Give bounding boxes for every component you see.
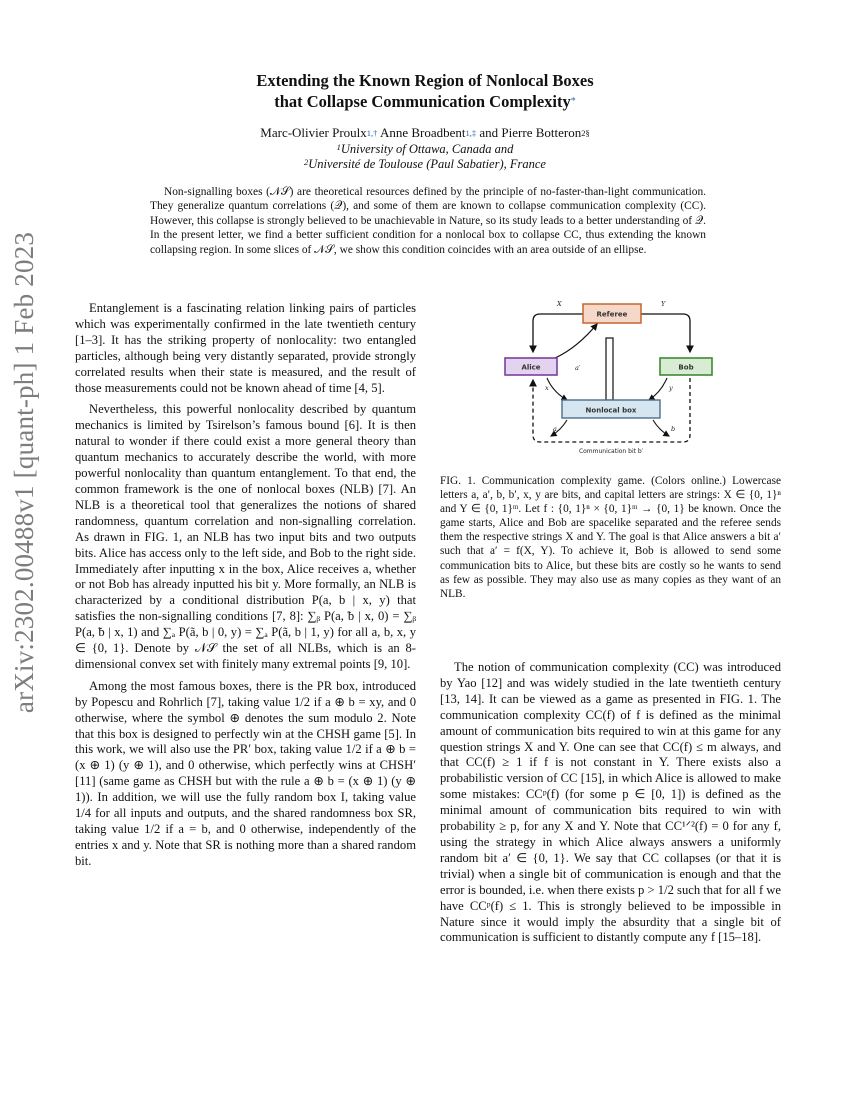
label-a-prime: a′ — [575, 364, 581, 372]
abstract: Non-signalling boxes (𝒩𝒮) are theoretical resources defined by the principle of no-faster-than-light communication. They generalize quantum correlations (𝒬), and some of them are known to collapse communication complexity (CC). However, this collapse is strongly believed to be unachievable in Nature, so its study leads to a better understanding of 𝒬. In the present letter, we find a better sufficient condition for a nonlocal box to collapse CC, thus extending the known collapsing region. In some slices of 𝒩𝒮, we show this condition coincides with an area outside of an ellipse. — [150, 186, 706, 256]
label-b: b — [671, 425, 676, 433]
author-list — [150, 125, 700, 141]
affiliation-2: $^2$Université de Toulouse (Paul Sabatier), France — [304, 157, 546, 171]
author-3: and Pierre Botteron — [479, 125, 582, 140]
label-X: X — [557, 300, 562, 308]
body-column-left — [75, 301, 416, 876]
paragraph: Among the most famous boxes, there is the PR box, introduced by Popescu and Rohrlich [7], taking value 1/2 if a ⊕ b = xy, and 0 otherwise, where the symbol ⊕ denotes the sum modulo 2. Note that this box is designed to perfectly win at the CHSH game [5]. In this work, we will also use the PR′ box, taking value 1/2 if a ⊕ b = (x ⊕ 1) (y ⊕ 1), and 0 otherwise, which perfectly wins at CHSH′ [11] (same game as CHSH but with the rule a ⊕ b = (x ⊕ 1) (y ⊕ 1)). In addition, we will use the fully random box I, taking value 1/4 for all inputs and outputs, and the shared randomness box SR, taking value 1/2 if a = b, and 0 otherwise, independently of the entries x and y. Note that SR is nothing more than a shared random bit. — [75, 678, 416, 868]
paragraph: The notion of communication complexity (CC) was introduced by Yao [12] and was widely studied in the late twentieth century [13, 14]. It can be viewed as a game as presented in FIG. 1. The communication complexity CC(f) of f is defined as the minimal amount of communication bits required to win at this game for any question strings X and Y. One can see that CC(f) ≤ m always, and that CC(f) ≥ 1 if f is not constant in Y. There exists also a probabilistic version of CC [15], in which Alice is allowed to make some mistakes: CCᵖ(f) (for some p ∈ [0, 1]) is defined as the minimal amount of communication bits required to win with probability ≥ p, for any X and Y. Note that CC¹ᐟ²(f) = 0 for any f, using the strategy in which Alice always answers a uniformly random bit a′ ∈ {0, 1}. We say that CC collapses (or that it is trivial) when a single bit of communication is enough and that the error is bounded, i.e. when there exists p > 1/2 such that for all f we have CCᵖ(f) ≤ 1. This is strongly believed to be impossible in Nature since it would imply the absurdity that a single bit of communication is sufficient to distantly compute any f [15–18]. — [440, 660, 781, 945]
figure-1-caption: FIG. 1. Communication complexity game. (Colors online.) Lowercase letters a, a′, b, b′, x, y are bits, and capital letters are strings: X ∈ {0, 1}ⁿ and Y ∈ {0, 1}ᵐ. Let f : {0, 1}ⁿ × {0, 1}ᵐ → {0, 1} be known. Once the game starts, Alice and Bob are spacelike separated and the referee sends them the respective strings X and Y. The goal is that Alice answers a bit a′ such that a′ = f(X, Y). To achieve it, Bob is allowed to send some communication bits to Alice, but these bits are costly so he wants to send as few as possible. They may also use as many copies as they want of an NLB. — [440, 475, 781, 600]
arrow-Y — [640, 314, 690, 352]
author-1-sup[interactable]: 1,† — [366, 128, 378, 138]
author-2-sup[interactable]: 1,‡ — [465, 128, 477, 138]
label-a: a — [553, 425, 557, 433]
author-2: Anne Broadbent — [379, 125, 466, 140]
arrow-x — [547, 378, 567, 400]
title-line-1: Extending the Known Region of Nonlocal Boxes — [256, 71, 594, 90]
bob-label: Bob — [678, 363, 694, 372]
paragraph: Entanglement is a fascinating relation linking pairs of particles which was experimentally confirmed in the late twentieth century [1–3]. It has the striking property of nonlocality: two entangled particles, although being very distantly separated, provide strongly correlated results when their state is measured, and the result of those measurements could not be known ahead of time [4, 5]. — [75, 301, 416, 395]
arrow-a-prime — [555, 324, 597, 358]
label-Y: Y — [661, 300, 666, 308]
body-column-right — [440, 660, 781, 952]
author-3-sup: 2§ — [581, 128, 590, 138]
author-1: Marc-Olivier Proulx — [260, 125, 367, 140]
communication-bit-label: Communication bit b′ — [578, 448, 644, 455]
title-footnote-mark[interactable]: * — [570, 96, 576, 107]
paragraph: Nevertheless, this powerful nonlocality described by quantum mechanics is limited by Tsirelson’s famous bound [6]. It is then natural to wonder if there could exist a more general theory than quantum mechanics to accurately describe the world, with more powerful nonlocality than quantum entanglement. To that end, the common framework is the one of nonlocal boxes (NLB) [7]. An NLB is a theoretical tool that generalizes the notions of shared randomness, quantum correlation and non-signalling correlation. As drawn in FIG. 1, an NLB has two input bits and two outputs bits. Alice has access only to the left side, and Bob to the right side. Immediately after inputting x in the box, Alice receives a, whether or not Bob has already inputted his bit y. More formally, an NLB is characterized by a conditional distribution P(a, b | x, y) that satisfies the non-signalling conditions [7, 8]: ∑ᵦ P(a, ̃b | x, 0) = ∑ᵦ P(a, ̃b | x, 1) and ∑ₐ P(ã, b | 0, y) = ∑ₐ P(ã, b | 1, y) for all a, b, x, y ∈ {0, 1}. Denote by 𝒩𝒮 the set of all NLBs, which is an 8-dimensional convex set with finitely many extremal points [9, 10]. — [75, 402, 416, 671]
arxiv-stamp — [3, 231, 47, 713]
title-line-2: that Collapse Communication Complexity* — [274, 92, 576, 111]
alice-label: Alice — [521, 363, 541, 372]
paper-title — [150, 70, 700, 112]
label-y: y — [669, 384, 673, 392]
arrow-X — [533, 314, 583, 352]
arrow-y — [649, 378, 667, 400]
arrow-b — [653, 420, 669, 436]
figure-1-diagram — [495, 290, 735, 460]
referee-label: Referee — [596, 310, 628, 319]
label-x: x — [545, 384, 549, 392]
nonlocal-box-label: Nonlocal box — [585, 406, 637, 415]
affiliation-1: $^1$University of Ottawa, Canada and — [336, 142, 514, 156]
separation-wall — [606, 338, 613, 400]
arxiv-identifier: arXiv:2302.00488v1 [quant-ph] 1 Feb 2023 — [9, 231, 40, 713]
